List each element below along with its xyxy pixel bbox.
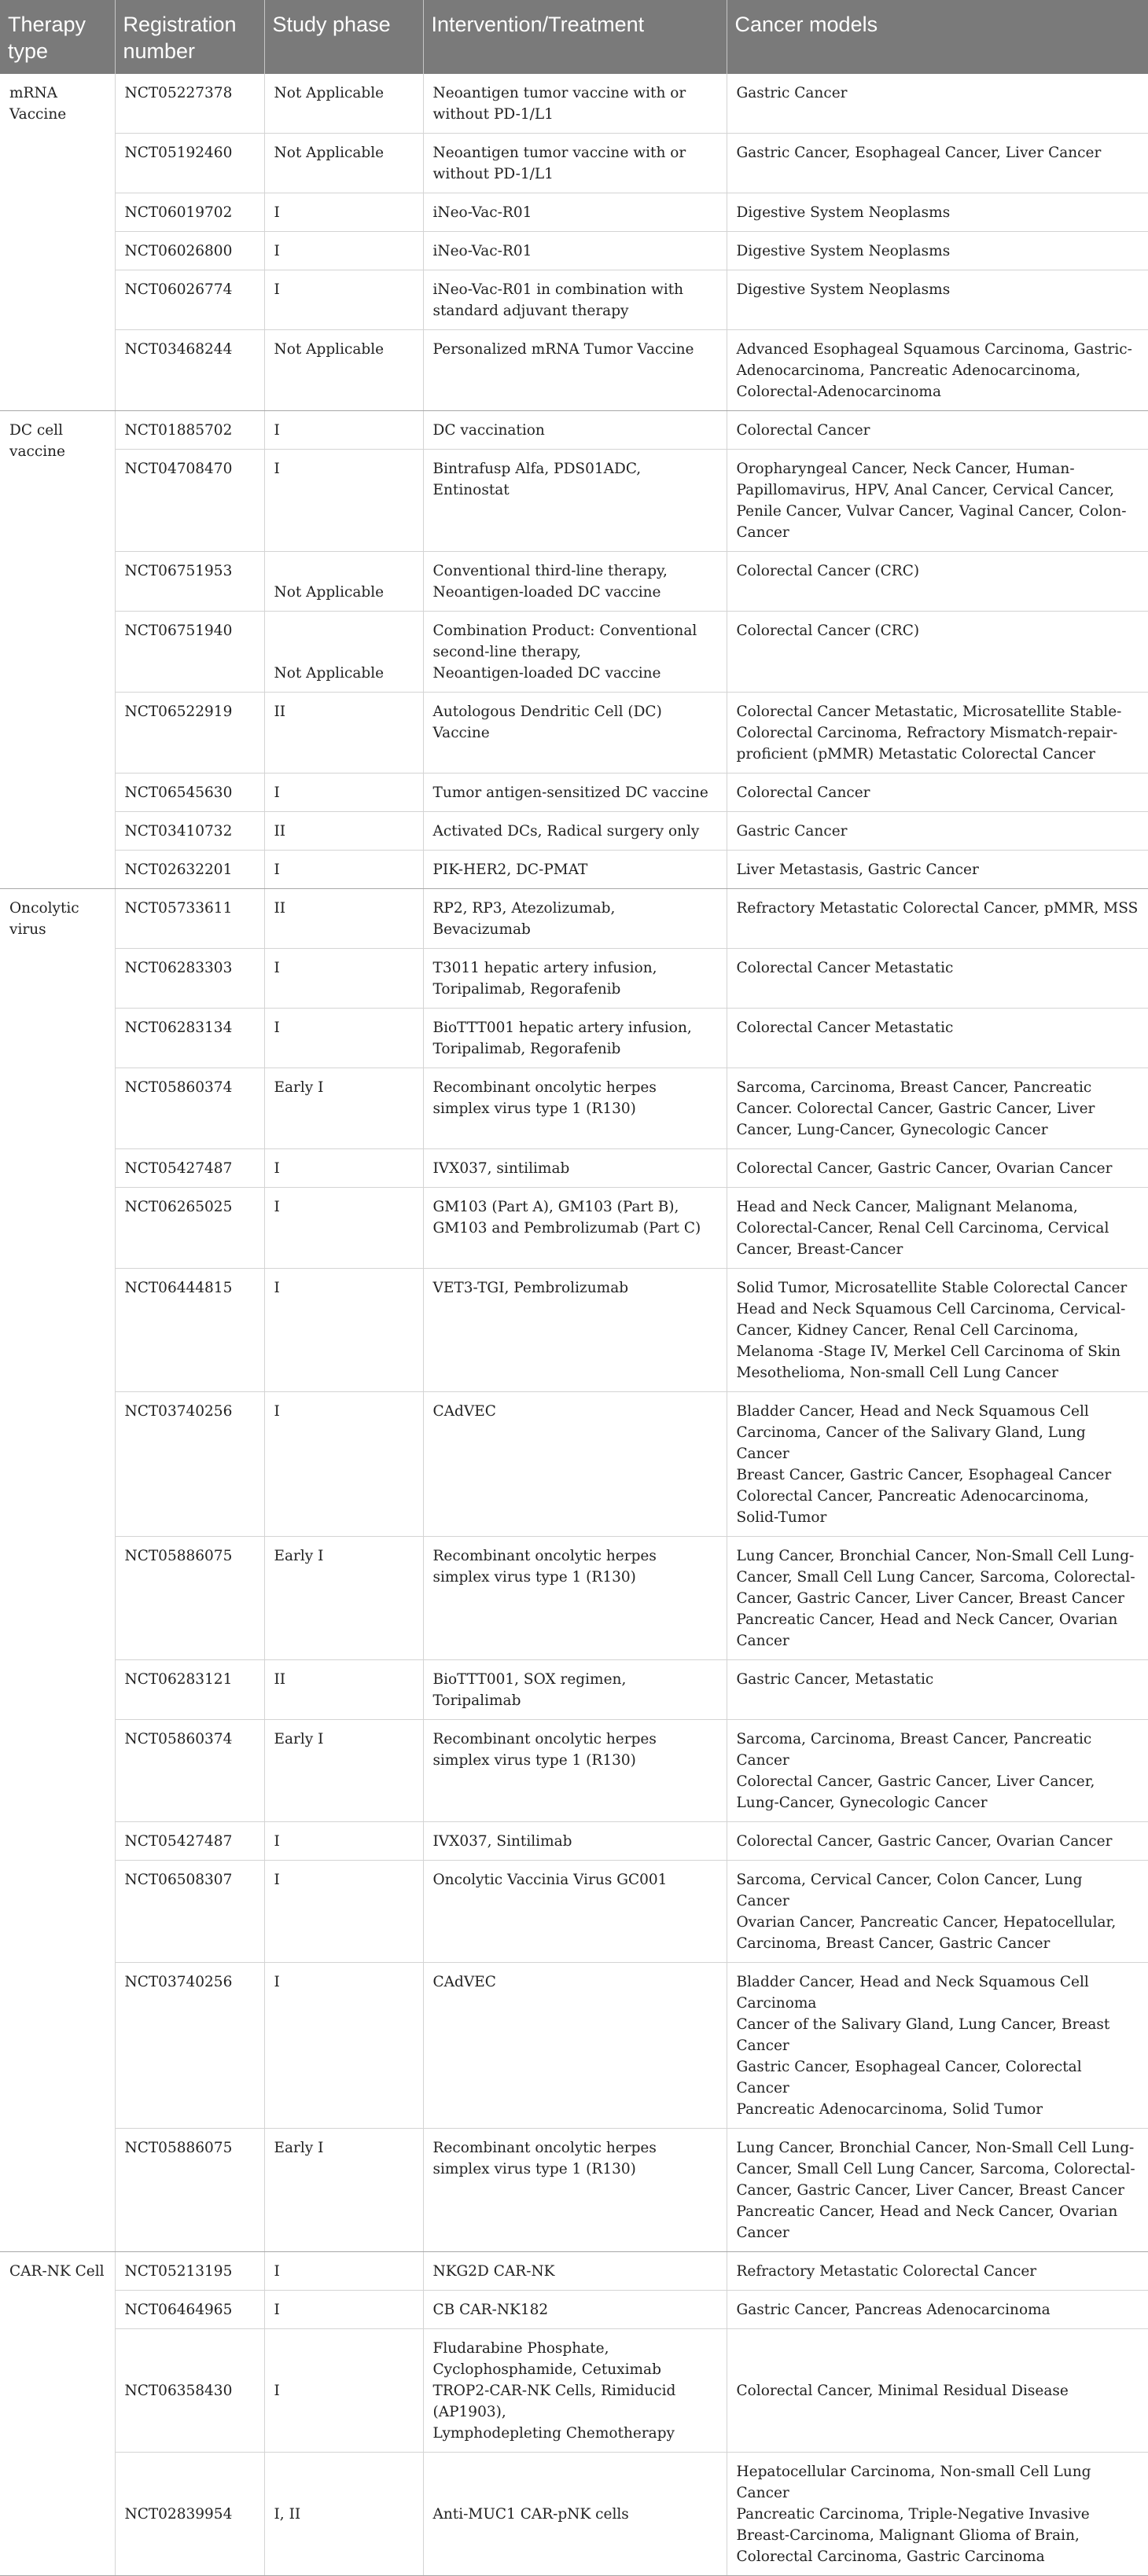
intervention-cell: CAdVEC [423, 1392, 727, 1537]
cancer-models-cell: Gastric Cancer, Esophageal Cancer, Liver Cancer [727, 134, 1148, 193]
cancer-models-cell: Digestive System Neoplasms [727, 193, 1148, 232]
table-row [0, 193, 1148, 232]
registration-number-cell: NCT06464965 [115, 2291, 264, 2329]
registration-number-cell: NCT06358430 [115, 2329, 264, 2453]
cancer-models-cell: Colorectal Cancer Metastatic [727, 949, 1148, 1009]
intervention-cell: NKG2D CAR-NK [423, 2252, 727, 2291]
intervention-cell: Bintrafusp Alfa, PDS01ADC, Entinostat [423, 450, 727, 552]
table-row [0, 552, 1148, 612]
table-row [0, 134, 1148, 193]
study-phase-cell: I [264, 949, 423, 1009]
study-phase-cell: Not Applicable [264, 330, 423, 411]
intervention-cell: Recombinant oncolytic herpes simplex virus type 1 (R130) [423, 1537, 727, 1660]
study-phase-cell: II [264, 812, 423, 851]
table-row [0, 1861, 1148, 1963]
registration-number-cell: NCT05227378 [115, 74, 264, 134]
cancer-models-cell: Gastric Cancer [727, 74, 1148, 134]
study-phase-cell: Not Applicable [264, 552, 423, 612]
cancer-models-cell: Colorectal Cancer Metastatic, Microsatellite Stable-Colorectal Carcinoma, Refractory Mismatch-repair-proficient (pMMR) Metastatic Colorectal Cancer [727, 693, 1148, 774]
cancer-models-cell: Colorectal Cancer [727, 411, 1148, 450]
table-row [0, 889, 1148, 949]
study-phase-cell: Early I [264, 1720, 423, 1822]
intervention-cell: PIK-HER2, DC-PMAT [423, 851, 727, 889]
table-row [0, 450, 1148, 552]
intervention-cell: Tumor antigen-sensitized DC vaccine [423, 774, 727, 812]
table-row [0, 693, 1148, 774]
cancer-models-cell: Colorectal Cancer (CRC) [727, 612, 1148, 693]
registration-number-cell: NCT06026774 [115, 270, 264, 330]
table-row [0, 411, 1148, 450]
intervention-cell: Anti-MUC1 CAR-pNK cells [423, 2453, 727, 2576]
cancer-models-cell: Colorectal Cancer Metastatic [727, 1009, 1148, 1068]
registration-number-cell: NCT06265025 [115, 1188, 264, 1269]
intervention-cell: Neoantigen tumor vaccine with or without PD-1/L1 [423, 134, 727, 193]
table-row [0, 2252, 1148, 2291]
table-row [0, 1269, 1148, 1392]
study-phase-cell: Not Applicable [264, 74, 423, 134]
registration-number-cell: NCT05860374 [115, 1720, 264, 1822]
registration-number-cell: NCT06508307 [115, 1861, 264, 1963]
cancer-models-cell: Oropharyngeal Cancer, Neck Cancer, Human-Papillomavirus, HPV, Anal Cancer, Cervical Cancer, Penile Cancer, Vulvar Cancer, Vaginal Cancer, Colon-Cancer [727, 450, 1148, 552]
study-phase-cell: I [264, 232, 423, 270]
study-phase-cell: I [264, 411, 423, 450]
registration-number-cell: NCT02839954 [115, 2453, 264, 2576]
cancer-models-cell: Refractory Metastatic Colorectal Cancer [727, 2252, 1148, 2291]
cancer-models-cell: Sarcoma, Cervical Cancer, Colon Cancer, Lung Cancer Ovarian Cancer, Pancreatic Cancer, Hepatocellular, Carcinoma, Breast Cancer, Gastric Cancer [727, 1861, 1148, 1963]
study-phase-cell: I [264, 1861, 423, 1963]
registration-number-cell: NCT06026800 [115, 232, 264, 270]
intervention-cell: Recombinant oncolytic herpes simplex virus type 1 (R130) [423, 1068, 727, 1149]
table-row [0, 2453, 1148, 2576]
table-row [0, 232, 1148, 270]
registration-number-cell: NCT06283134 [115, 1009, 264, 1068]
study-phase-cell: I [264, 2291, 423, 2329]
cancer-models-cell: Bladder Cancer, Head and Neck Squamous Cell Carcinoma Cancer of the Salivary Gland, Lung Cancer, Breast Cancer Gastric Cancer, Esophageal Cancer, Colorectal Cancer Pancreatic Adenocarcinoma, Solid Tumor [727, 1963, 1148, 2129]
table-row [0, 1822, 1148, 1861]
study-phase-cell: I [264, 1269, 423, 1392]
table-row [0, 2129, 1148, 2252]
registration-number-cell: NCT06751953 [115, 552, 264, 612]
registration-number-cell: NCT05427487 [115, 1149, 264, 1188]
intervention-cell: Oncolytic Vaccinia Virus GC001 [423, 1861, 727, 1963]
study-phase-cell: Early I [264, 1068, 423, 1149]
therapy-type-cell: mRNA Vaccine [0, 74, 115, 411]
cancer-models-cell: Gastric Cancer, Pancreas Adenocarcinoma [727, 2291, 1148, 2329]
cancer-models-cell: Colorectal Cancer (CRC) [727, 552, 1148, 612]
study-phase-cell: II [264, 1660, 423, 1720]
study-phase-cell: I [264, 1188, 423, 1269]
intervention-cell: CB CAR-NK182 [423, 2291, 727, 2329]
intervention-cell: Personalized mRNA Tumor Vaccine [423, 330, 727, 411]
table-row [0, 330, 1148, 411]
registration-number-cell: NCT06283121 [115, 1660, 264, 1720]
registration-number-cell: NCT03740256 [115, 1392, 264, 1537]
intervention-cell: BioTTT001 hepatic artery infusion, Toripalimab, Regorafenib [423, 1009, 727, 1068]
intervention-cell: iNeo-Vac-R01 in combination with standard adjuvant therapy [423, 270, 727, 330]
table-row [0, 1009, 1148, 1068]
registration-number-cell: NCT01885702 [115, 411, 264, 450]
cancer-models-cell: Bladder Cancer, Head and Neck Squamous Cell Carcinoma, Cancer of the Salivary Gland, Lung Cancer Breast Cancer, Gastric Cancer, Esophageal Cancer Colorectal Cancer, Pancreatic Adenocarcinoma, Solid-Tumor [727, 1392, 1148, 1537]
intervention-cell: BioTTT001, SOX regimen, Toripalimab [423, 1660, 727, 1720]
registration-number-cell: NCT05886075 [115, 2129, 264, 2252]
study-phase-cell: I [264, 1822, 423, 1861]
cancer-models-cell: Sarcoma, Carcinoma, Breast Cancer, Pancreatic Cancer Colorectal Cancer, Gastric Cancer, Liver Cancer, Lung-Cancer, Gynecologic Cancer [727, 1720, 1148, 1822]
intervention-cell: Combination Product: Conventional second-line therapy, Neoantigen-loaded DC vaccine [423, 612, 727, 693]
cancer-models-cell: Solid Tumor, Microsatellite Stable Colorectal Cancer Head and Neck Squamous Cell Carcinoma, Cervical-Cancer, Kidney Cancer, Renal Cell Carcinoma, Melanoma -Stage IV, Merkel Cell Carcinoma of Skin Mesothelioma, Non-small Cell Lung Cancer [727, 1269, 1148, 1392]
cancer-models-cell: Advanced Esophageal Squamous Carcinoma, Gastric-Adenocarcinoma, Pancreatic Adenocarcinoma, Colorectal-Adenocarcinoma [727, 330, 1148, 411]
study-phase-cell: Not Applicable [264, 612, 423, 693]
study-phase-cell: I [264, 851, 423, 889]
intervention-cell: Recombinant oncolytic herpes simplex virus type 1 (R130) [423, 2129, 727, 2252]
cancer-models-cell: Colorectal Cancer [727, 774, 1148, 812]
registration-number-cell: NCT03740256 [115, 1963, 264, 2129]
table-row [0, 1392, 1148, 1537]
study-phase-cell: Early I [264, 1537, 423, 1660]
table-row [0, 74, 1148, 134]
registration-number-cell: NCT05213195 [115, 2252, 264, 2291]
therapy-type-cell: CAR-NK Cell [0, 2252, 115, 2576]
table-row [0, 1149, 1148, 1188]
cancer-models-cell: Lung Cancer, Bronchial Cancer, Non-Small Cell Lung-Cancer, Small Cell Lung Cancer, Sarcoma, Colorectal-Cancer, Gastric Cancer, Liver Cancer, Breast Cancer Pancreatic Cancer, Head and Neck Cancer, Ovarian Cancer [727, 1537, 1148, 1660]
cancer-models-cell: Gastric Cancer [727, 812, 1148, 851]
cancer-models-cell: Lung Cancer, Bronchial Cancer, Non-Small Cell Lung-Cancer, Small Cell Lung Cancer, Sarcoma, Colorectal-Cancer, Gastric Cancer, Liver Cancer, Breast Cancer Pancreatic Cancer, Head and Neck Cancer, Ovarian Cancer [727, 2129, 1148, 2252]
study-phase-cell: I [264, 2252, 423, 2291]
intervention-cell: VET3-TGI, Pembrolizumab [423, 1269, 727, 1392]
registration-number-cell: NCT05733611 [115, 889, 264, 949]
registration-number-cell: NCT03410732 [115, 812, 264, 851]
cancer-models-cell: Digestive System Neoplasms [727, 232, 1148, 270]
table-row [0, 949, 1148, 1009]
intervention-cell: DC vaccination [423, 411, 727, 450]
cancer-models-cell: Digestive System Neoplasms [727, 270, 1148, 330]
header-study-phase: Study phase [264, 0, 423, 74]
header-row [0, 0, 1148, 74]
intervention-cell: RP2, RP3, Atezolizumab, Bevacizumab [423, 889, 727, 949]
header-intervention: Intervention/Treatment [423, 0, 727, 74]
intervention-cell: Neoantigen tumor vaccine with or without PD-1/L1 [423, 74, 727, 134]
study-phase-cell: I [264, 193, 423, 232]
intervention-cell: T3011 hepatic artery infusion, Toripalimab, Regorafenib [423, 949, 727, 1009]
cancer-models-cell: Colorectal Cancer, Gastric Cancer, Ovarian Cancer [727, 1822, 1148, 1861]
registration-number-cell: NCT03468244 [115, 330, 264, 411]
intervention-cell: GM103 (Part A), GM103 (Part B), GM103 and Pembrolizumab (Part C) [423, 1188, 727, 1269]
cancer-models-cell: Colorectal Cancer, Minimal Residual Disease [727, 2329, 1148, 2453]
therapy-type-cell: Oncolytic virus [0, 889, 115, 2252]
cancer-models-cell: Colorectal Cancer, Gastric Cancer, Ovarian Cancer [727, 1149, 1148, 1188]
registration-number-cell: NCT04708470 [115, 450, 264, 552]
cancer-models-cell: Sarcoma, Carcinoma, Breast Cancer, Pancreatic Cancer. Colorectal Cancer, Gastric Cancer, Liver Cancer, Lung-Cancer, Gynecologic Cancer [727, 1068, 1148, 1149]
registration-number-cell: NCT06751940 [115, 612, 264, 693]
study-phase-cell: II [264, 693, 423, 774]
registration-number-cell: NCT06522919 [115, 693, 264, 774]
table-row [0, 1963, 1148, 2129]
header-therapy-type: Therapy type [0, 0, 115, 74]
table-row [0, 851, 1148, 889]
registration-number-cell: NCT06444815 [115, 1269, 264, 1392]
intervention-cell: iNeo-Vac-R01 [423, 232, 727, 270]
study-phase-cell: Early I [264, 2129, 423, 2252]
table-row [0, 1068, 1148, 1149]
registration-number-cell: NCT05886075 [115, 1537, 264, 1660]
registration-number-cell: NCT05860374 [115, 1068, 264, 1149]
table-row [0, 1660, 1148, 1720]
header-cancer-models: Cancer models [727, 0, 1148, 74]
cancer-models-cell: Refractory Metastatic Colorectal Cancer, pMMR, MSS [727, 889, 1148, 949]
table-row [0, 1537, 1148, 1660]
study-phase-cell: I [264, 450, 423, 552]
intervention-cell: IVX037, sintilimab [423, 1149, 727, 1188]
cancer-models-cell: Head and Neck Cancer, Malignant Melanoma, Colorectal-Cancer, Renal Cell Carcinoma, Cervical Cancer, Breast-Cancer [727, 1188, 1148, 1269]
table-row [0, 1188, 1148, 1269]
intervention-cell: CAdVEC [423, 1963, 727, 2129]
intervention-cell: Fludarabine Phosphate, Cyclophosphamide, Cetuximab TROP2-CAR-NK Cells, Rimiducid (AP1903), Lymphodepleting Chemotherapy [423, 2329, 727, 2453]
table-row [0, 2329, 1148, 2453]
therapy-type-cell: DC cell vaccine [0, 411, 115, 889]
intervention-cell: Conventional third-line therapy, Neoantigen-loaded DC vaccine [423, 552, 727, 612]
intervention-cell: IVX037, Sintilimab [423, 1822, 727, 1861]
table-row [0, 812, 1148, 851]
study-phase-cell: I [264, 1392, 423, 1537]
cancer-models-cell: Hepatocellular Carcinoma, Non-small Cell Lung Cancer Pancreatic Carcinoma, Triple-Negative Invasive Breast-Carcinoma, Malignant Glioma of Brain, Colorectal Carcinoma, Gastric Carcinoma [727, 2453, 1148, 2576]
registration-number-cell: NCT05192460 [115, 134, 264, 193]
study-phase-cell: II [264, 889, 423, 949]
intervention-cell: iNeo-Vac-R01 [423, 193, 727, 232]
registration-number-cell: NCT06283303 [115, 949, 264, 1009]
study-phase-cell: I [264, 2329, 423, 2453]
registration-number-cell: NCT02632201 [115, 851, 264, 889]
table-row [0, 2291, 1148, 2329]
table-row [0, 1720, 1148, 1822]
header-registration-number: Registration number [115, 0, 264, 74]
study-phase-cell: I [264, 1963, 423, 2129]
study-phase-cell: Not Applicable [264, 134, 423, 193]
table-row [0, 612, 1148, 693]
cancer-models-cell: Gastric Cancer, Metastatic [727, 1660, 1148, 1720]
intervention-cell: Recombinant oncolytic herpes simplex virus type 1 (R130) [423, 1720, 727, 1822]
registration-number-cell: NCT06019702 [115, 193, 264, 232]
registration-number-cell: NCT06545630 [115, 774, 264, 812]
study-phase-cell: I [264, 270, 423, 330]
cancer-models-cell: Liver Metastasis, Gastric Cancer [727, 851, 1148, 889]
study-phase-cell: I, II [264, 2453, 423, 2576]
intervention-cell: Autologous Dendritic Cell (DC) Vaccine [423, 693, 727, 774]
study-phase-cell: I [264, 774, 423, 812]
table-row [0, 270, 1148, 330]
intervention-cell: Activated DCs, Radical surgery only [423, 812, 727, 851]
registration-number-cell: NCT05427487 [115, 1822, 264, 1861]
table-row [0, 774, 1148, 812]
study-phase-cell: I [264, 1009, 423, 1068]
table-body [0, 74, 1148, 2576]
study-phase-cell: I [264, 1149, 423, 1188]
